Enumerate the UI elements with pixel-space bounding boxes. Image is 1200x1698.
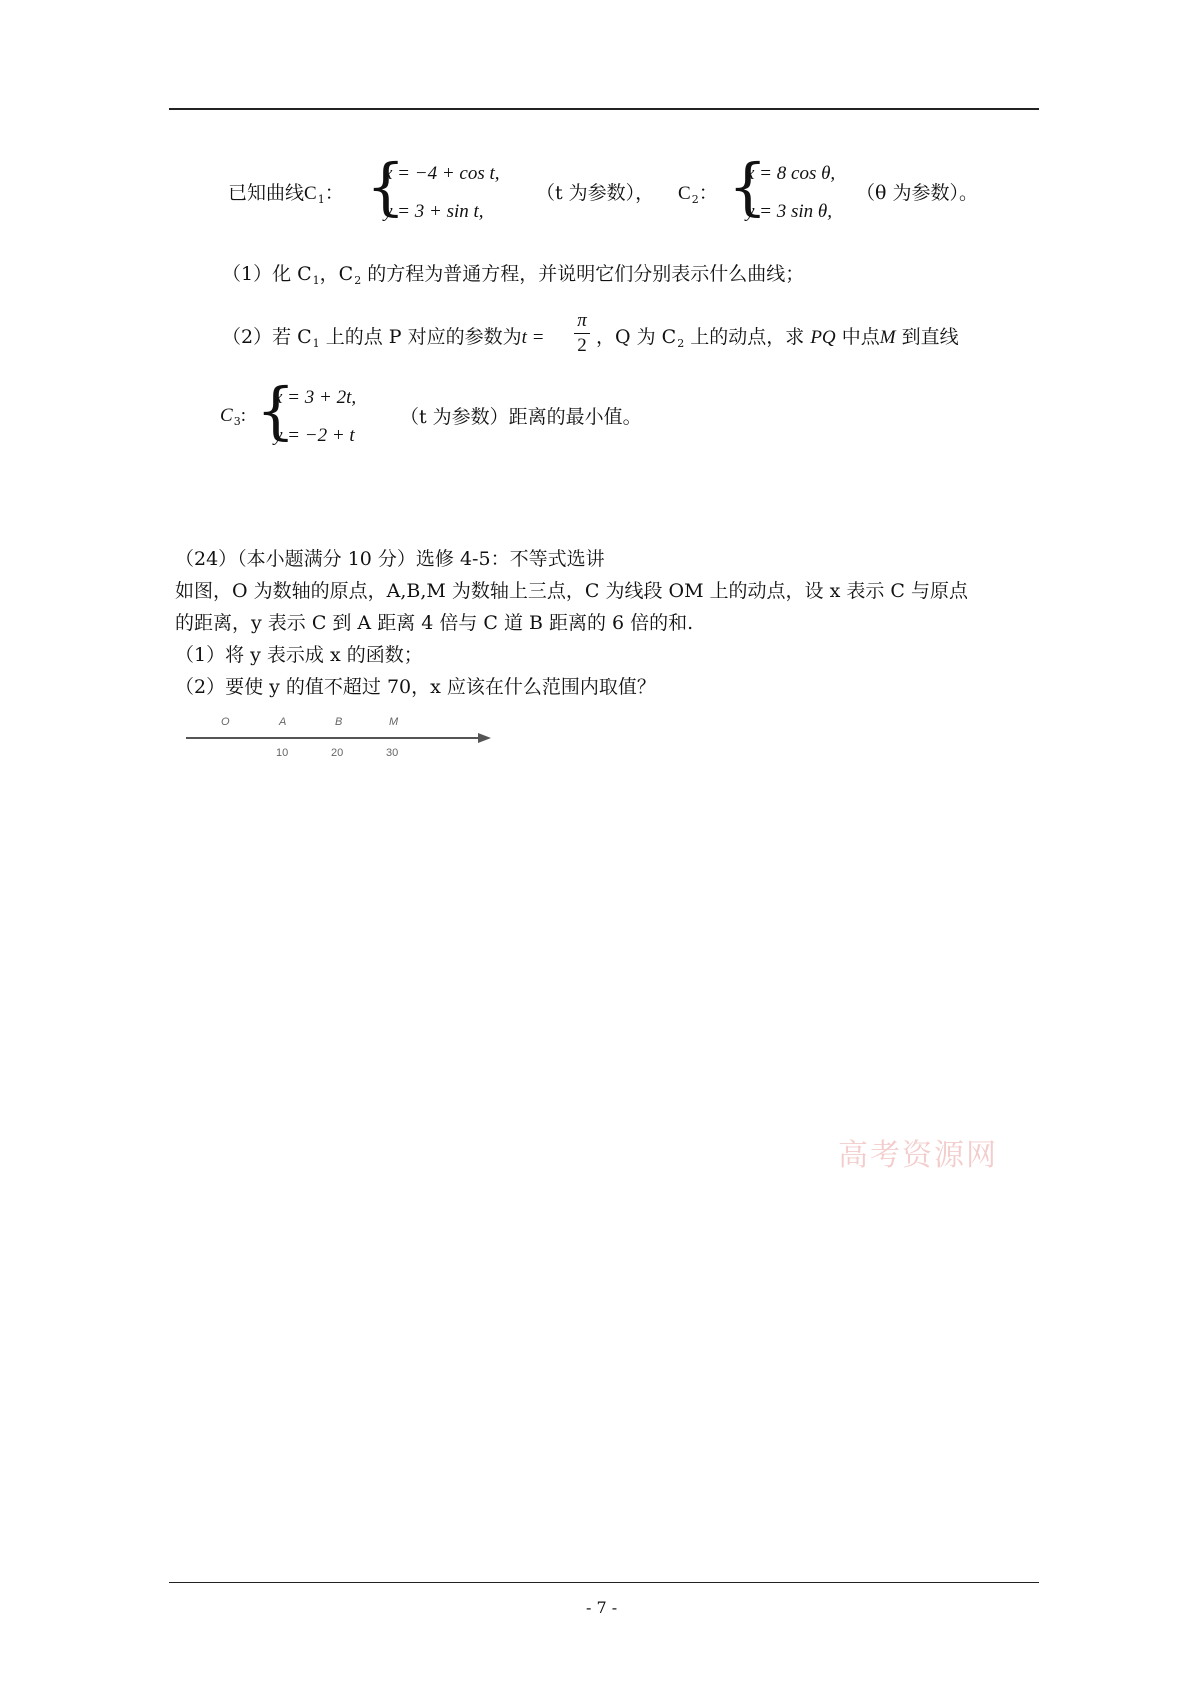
tick-10: 10 [276,747,289,759]
question-2-part-b [596,325,959,356]
fraction-denominator: 2 [577,335,587,356]
intro-text [228,181,344,212]
c1-subscript: 1 [317,193,325,206]
q2-text-d: 上的动点，求 [690,326,805,348]
c1-equation-x: x = −4 + cos t, [384,163,500,184]
q2-sub-1: 1 [312,337,320,350]
c2-label: C [678,183,691,204]
question-2-part-a [222,325,544,356]
q2-t-equals: t = [521,327,545,348]
q2-text-b: 上的点 P 对应的参数为 [325,326,522,348]
q2-text-a: （2）若 C [222,326,312,348]
arrow-head-icon [478,733,491,743]
c2-equation-y: y = 3 sin θ, [746,201,833,222]
c3-subscript: 3 [233,415,241,428]
problem-24-line-1: 如图，O 为数轴的原点，A,B,M 为数轴上三点，C 为线段 OM 上的动点，设 x 表示 C 与原点 [175,580,968,602]
label-m: M [389,716,399,728]
c3-equation-y: y = −2 + t [274,425,355,446]
q2-sub-2: 2 [677,337,685,350]
q2-m: M [879,327,896,348]
pi-over-2-fraction [574,310,590,357]
q1-sub-1: 1 [312,274,320,287]
c1-equation-y: y = 3 + sin t, [384,201,484,222]
c2-brace: { [728,150,768,223]
q1-sub-2: 2 [354,274,362,287]
q2-text-c: ，Q 为 C [596,326,677,348]
c1-colon: ： [324,182,344,204]
label-o: O [221,716,230,728]
footer-rule [169,1582,1039,1583]
problem-24-header: （24）（本小题满分 10 分）选修 4-5：不等式选讲 [175,548,605,570]
tick-20: 20 [331,747,344,759]
c3-label: C [220,405,233,426]
c1-label: C [304,183,317,204]
question-1 [222,262,804,293]
c2-colon: ： [698,182,718,204]
intro-label: 已知曲线 [228,182,305,204]
label-b: B [335,716,343,728]
label-a: A [279,716,287,728]
number-line-svg [186,712,496,762]
q1-text-c: 的方程为普通方程，并说明它们分别表示什么曲线； [367,263,805,285]
q2-pq: PQ [810,327,836,348]
c1-param-note: （t 为参数）， [536,182,655,204]
c2-equation-x: x = 8 cos θ, [746,163,836,184]
header-rule [169,108,1039,110]
problem-24-question-1: （1）将 y 表示成 x 的函数； [175,644,423,666]
fraction-numerator: π [577,310,587,331]
c3-brace: { [256,374,296,447]
c3-tail-text: （t 为参数）距离的最小值。 [400,406,642,428]
q2-text-f: 到直线 [901,326,959,348]
tick-30: 30 [386,747,399,759]
page-number: - 7 - [586,1598,618,1617]
c3-colon: : [240,405,246,426]
problem-24-question-2: （2）要使 y 的值不超过 70，x 应该在什么范围内取值？ [175,676,656,698]
c3-equation-x: x = 3 + 2t, [274,387,357,408]
watermark-logo: 高考资源网 [838,1138,998,1173]
q2-text-e: 中点 [841,326,880,348]
number-line-figure [186,712,496,766]
q1-text-b: ，C [319,263,354,285]
c3-label-group [220,405,246,428]
c2-subscript: 2 [691,193,699,206]
c2-param-note: （θ 为参数）。 [856,182,978,204]
c2-label-group [678,181,718,212]
c1-brace: { [366,150,406,223]
problem-24-line-2: 的距离，y 表示 C 到 A 距离 4 倍与 C 道 B 距离的 6 倍的和. [175,612,694,634]
q1-text-a: （1）化 C [222,263,312,285]
fraction-bar [574,333,590,334]
